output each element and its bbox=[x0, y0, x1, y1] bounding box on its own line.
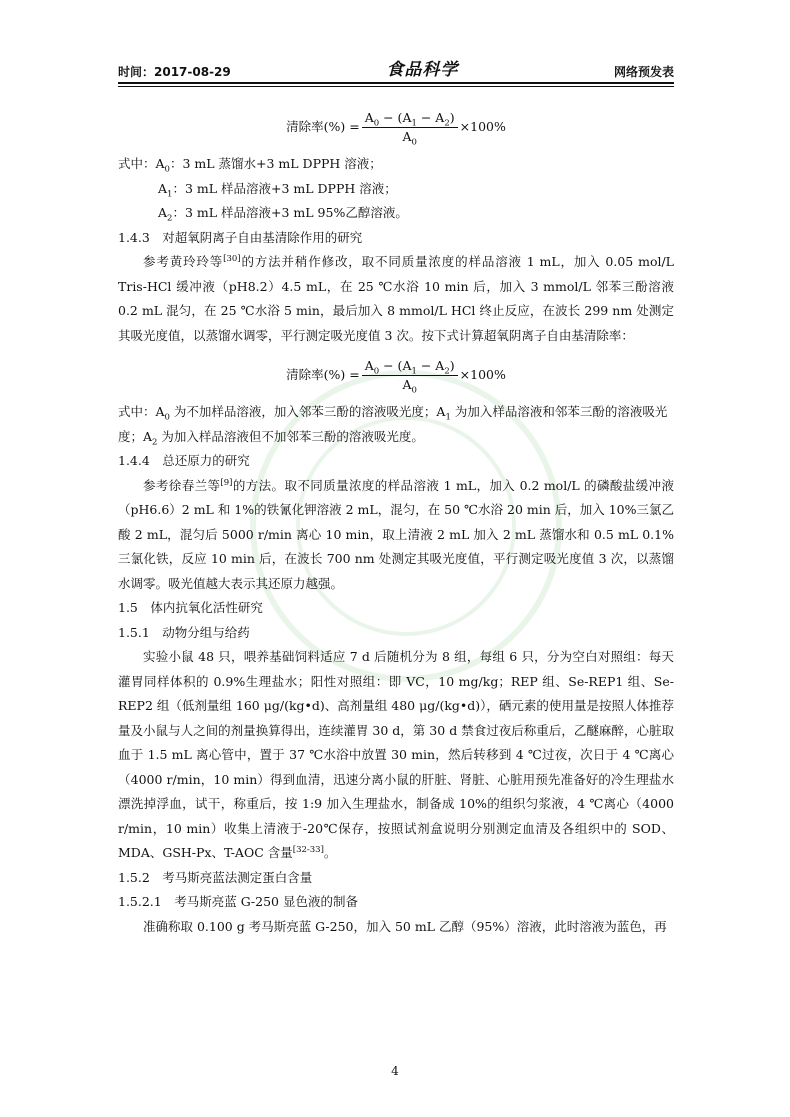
dpph-note-a2: $A_2$：3 mL 样品溶液+3 mL 95%乙醇溶液。 bbox=[158, 205, 408, 224]
paragraph-superoxide: 参考黄玲玲等[30]的方法并稍作修改，取不同质量浓度的样品溶液 1 mL，加入 0.05 mol/L Tris-HCl 缓冲液（pH8.2）4.5 mL，在 25 ℃水浴 10 min 后，加入 3 mmol/L 邻苯三酚溶液 0.2 mL 混匀，在 25 ℃水浴 5 min，最后加入 8 mmol/L HCl 终止反应，在波长 299 nm 处测定其吸光度值，以蒸馏水调零，平行测定吸光度值 3 次。按下式计算超氧阴离子自由基清除率： bbox=[118, 253, 674, 343]
section-heading-1-5-2: 1.5.2 考马斯亮蓝法测定蛋白含量 bbox=[118, 869, 313, 885]
formula-numerator: $A_0 - (A_1 - A_2)$ bbox=[362, 357, 458, 376]
journal-logo: 食品科学 bbox=[386, 60, 459, 80]
formula-lhs: 清除率(%) = bbox=[286, 118, 360, 134]
page-header bbox=[118, 58, 674, 80]
superoxide-formula bbox=[118, 352, 674, 398]
section-heading-1-5: 1.5 体内抗氧化活性研究 bbox=[118, 600, 263, 615]
formula-lhs: 清除率(%) = bbox=[286, 366, 360, 382]
header-tag: 网络预发表 bbox=[613, 65, 674, 79]
header-rule-thin bbox=[118, 86, 674, 87]
article-body bbox=[118, 100, 674, 939]
section-heading-1-4-4: 1.4.4 总还原力的研究 bbox=[118, 453, 250, 468]
dpph-formula bbox=[118, 104, 674, 150]
formula-denominator: $A_0$ bbox=[402, 128, 417, 147]
superoxide-notes: 式中：$A_0$ 为不加样品溶液，加入邻苯三酚的溶液吸光度；$A_1$ 为加入样品溶液和邻苯三酚的溶液吸光度；$A_2$ 为加入样品溶液但不加邻苯三酚的溶液吸光度。 bbox=[118, 404, 668, 447]
paragraph-reducing-power: 参考徐春兰等[9]的方法。取不同质量浓度的样品溶液 1 mL，加入 0.2 mol/L 的磷酸盐缓冲液（pH6.6）2 mL 和 1%的铁氰化钾溶液 2 mL，混匀，在 50 ℃水浴 20 min 后，加入 10%三氯乙酸 2 mL，混匀后 5000 r/min 离心 10 min，取上清液 2 mL 加入 2 mL 蒸馏水和 0.5 mL 0.1%三氯化铁，反应 10 min 后，在波长 700 nm 处测定其吸光度值，平行测定吸光度值 3 次，以蒸馏水调零。吸光值越大表示其还原力越强。 bbox=[118, 477, 675, 591]
section-heading-1-5-1: 1.5.1 动物分组与给药 bbox=[118, 624, 250, 640]
dpph-note-a0: 式中：$A_0$：3 mL 蒸馏水+3 mL DPPH 溶液； bbox=[118, 156, 382, 175]
section-heading-1-5-2-1: 1.5.2.1 考马斯亮蓝 G-250 显色液的制备 bbox=[118, 894, 358, 909]
section-heading-1-4-3: 1.4.3 对超氧阴离子自由基清除作用的研究 bbox=[118, 229, 363, 245]
formula-numerator: $A_0 - (A_1 - A_2)$ bbox=[362, 109, 458, 128]
header-rule bbox=[118, 82, 674, 84]
paragraph-animal-grouping: 实验小鼠 48 只，喂养基础饲料适应 7 d 后随机分为 8 组，每组 6 只，分为空白对照组：每天灌胃同样体积的 0.9%生理盐水；阳性对照组：即 VC，10 mg/kg；REP 组、Se-REP1 组、Se-REP2 组（低剂量组 160 μg/(kg•d)、高剂量组 480 μg/(kg•d)），硒元素的使用量是按照人体推荐量及小鼠与人之间的剂量换算得出，连续灌胃 30 d，第 30 d 禁食过夜后称重后，乙醚麻醉，心脏取血于 1.5 mL 离心管中，置于 37 ℃水浴中放置 30 min，然后转移到 4 ℃过夜，次日于 4 ℃离心（4000 r/min，10 min）得到血清，迅速分离小鼠的肝脏、肾脏、心脏用预先准备好的冷生理盐水漂洗掉浮血，试干，称重后，按 1:9 加入生理盐水，制备成 10%的组织匀浆液，4 ℃离心（4000 r/min，10 min）收集上清液于-20℃保存，按照试剂盒说明分别测定血清及各组织中的 SOD、MDA、GSH-Px、T-AOC 含量[32-33]。 bbox=[118, 649, 674, 860]
formula-rhs: ×100% bbox=[459, 366, 506, 382]
formula-rhs: ×100% bbox=[459, 118, 506, 134]
formula-denominator: $A_0$ bbox=[402, 376, 417, 395]
paragraph-coomassie: 准确称取 0.100 g 考马斯亮蓝 G-250，加入 50 mL 乙醇（95%）溶液，此时溶液为蓝色，再 bbox=[143, 918, 667, 934]
header-date: 时间：2017-08-29 bbox=[118, 65, 231, 79]
page-number: 4 bbox=[391, 1064, 399, 1078]
dpph-note-a1: $A_1$：3 mL 样品溶液+3 mL DPPH 溶液； bbox=[158, 180, 397, 199]
